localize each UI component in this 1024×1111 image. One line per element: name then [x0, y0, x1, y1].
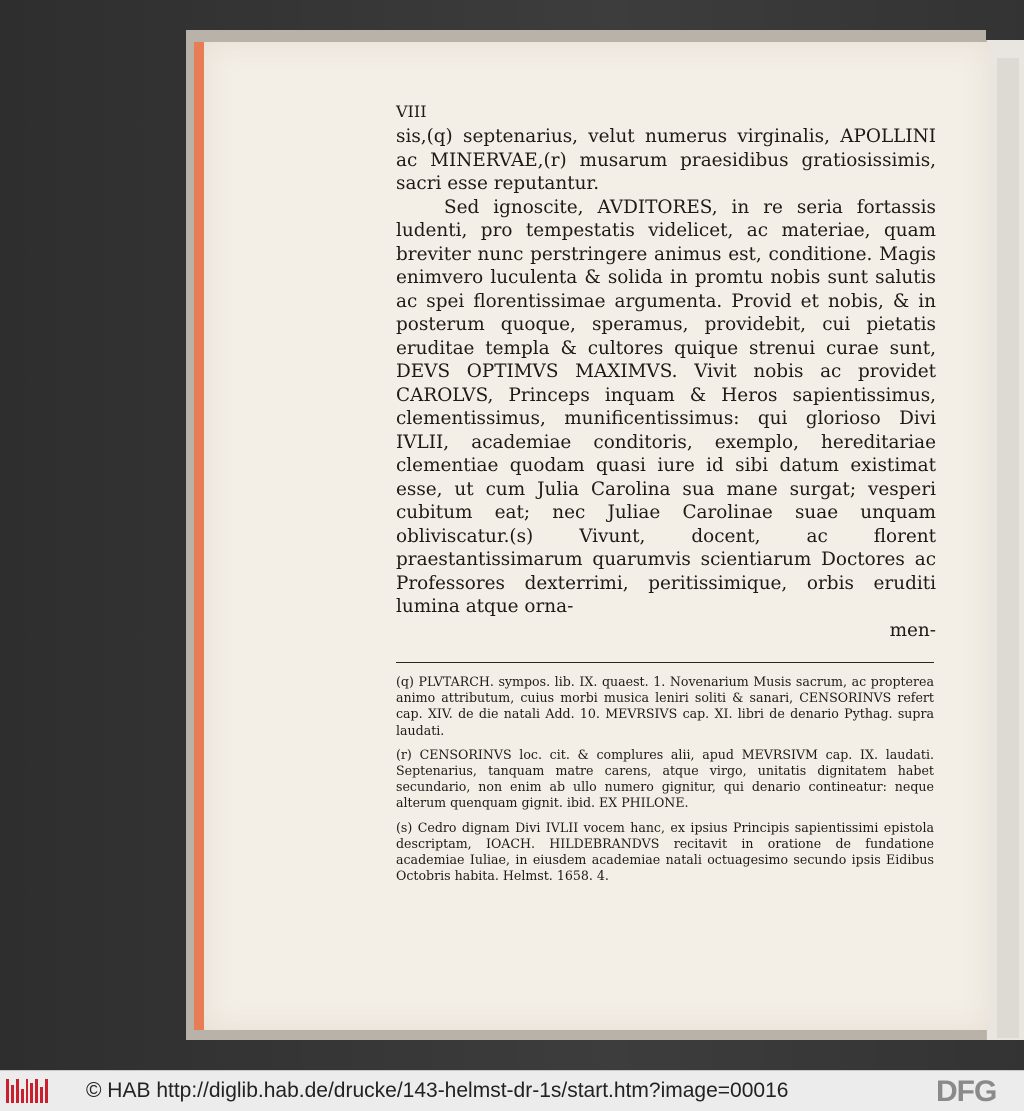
book-page — [194, 42, 990, 1030]
catchword: men- — [889, 619, 936, 641]
facing-page-edge — [986, 40, 1024, 1040]
page-number: VIII — [396, 102, 427, 121]
viewer-footer — [0, 1070, 1024, 1111]
paragraph-2: Sed ignoscite, AVDITORES, in re seria fortassis ludenti, pro tempestatis videlicet, ac materiae, quam breviter nunc perstringere animus est, conditione. Magis enimvero luculenta & solida in promtu nobis sunt salutis ac spei florentissimae argumenta. Provid et nobis, & in posterum quoque, speramus, providebit, cui pietatis eruditae templa & cultores quique strenui curae sunt, DEVS OPTIMVS MAXIMVS. Vivit nobis ac providet CAROLVS, Princeps inquam & Heros sapientissimus, clementissimus, munificentissimus: qui glorioso Divi IVLII, academiae conditoris, exemplo, hereditariae clementiae quodam quasi iure id sibi datum existimat esse, ut cum Julia Carolina sua mane surgat; vesperi cubitum eat; nec Juliae Carolinae suae unquam obliviscatur.(s) Vivunt, docent, ac florent praestantissimarum quarumvis scientiarum Doctores ac Professores dexterrimi, peritissimique, orbis eruditi lumina atque orna- — [396, 196, 936, 617]
paragraph-1: sis,(q) septenarius, velut numerus virginalis, APOLLINI ac MINERVAE,(r) musarum praesidibus gratiosissimis, sacri esse reputantur. — [396, 126, 936, 194]
footnote-rule — [396, 662, 934, 663]
footnotes — [396, 674, 934, 892]
page-content — [396, 102, 936, 884]
main-text — [396, 125, 936, 642]
footnote-s: (s) Cedro dignam Divi IVLII vocem hanc, ex ipsius Principis sapientissimi epistola descriptam, IOACH. HILDEBRANDVS recitavit in oratione de fundatione academiae Iuliae, in eiusdem academiae natali octuagesimo secundo ipsis Eidibus Octobris habita. Helmst. 1658. 4. — [396, 819, 934, 884]
dfg-logo: DFG — [936, 1075, 997, 1108]
footnote-q: (q) PLVTARCH. sympos. lib. IX. quaest. 1. Novenarium Musis sacrum, ac propterea animo attributum, cuius morbi musica leniri soliti & sanari, CENSORINVS refert cap. XIV. de die natali Add. 10. MEVRSIVS cap. XI. libri de denario Pythag. supra laudati. — [396, 674, 934, 738]
copyright-link[interactable]: © HAB http://diglib.hab.de/drucke/143-helmst-dr-1s/start.htm?image=00016 — [86, 1079, 789, 1102]
barcode-icon — [6, 1079, 48, 1103]
footnote-r: (r) CENSORINVS loc. cit. & complures alii, apud MEVRSIVM cap. IX. laudati. Septenarius, tanquam matre carens, atque virgo, unitatis dignitatem habet secundario, non enim ab ullo numero gignitur, qui denario contineatur: neque alterum quenquam gignit. ibid. EX PHILONE. — [396, 746, 934, 811]
